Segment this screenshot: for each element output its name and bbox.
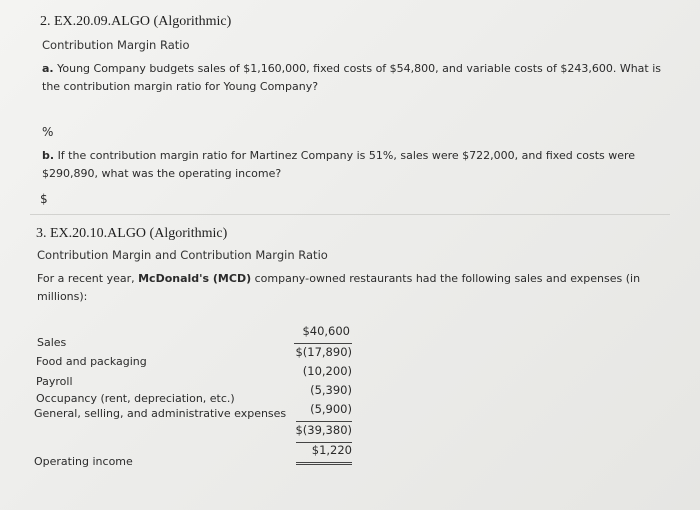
company-name: McDonald's (MCD) [138, 272, 252, 285]
intro-text-end: company-owned restaurants had the following sales and expenses (in millions): [37, 272, 641, 303]
row-sales-value: $40,600 [302, 324, 350, 338]
intro-text-start: For a recent year, [37, 272, 139, 285]
q2-title: 2. EX.20.09.ALGO (Algorithmic) [40, 14, 232, 29]
operating-double-underline [296, 462, 352, 465]
part-a-unit: % [42, 125, 54, 139]
row-general-value: (5,900) [310, 402, 352, 416]
part-a-answer-field[interactable] [58, 122, 178, 140]
divider [30, 214, 670, 215]
part-a-label: a. [42, 62, 54, 75]
row-payroll-label: Payroll [36, 375, 73, 388]
q2-part-a [42, 60, 667, 96]
row-food-label: Food and packaging [36, 355, 147, 368]
row-operating-value: $1,220 [311, 443, 352, 457]
q3-title: 3. EX.20.10.ALGO (Algorithmic) [36, 226, 228, 241]
q3-intro [37, 270, 642, 306]
part-b-label: b. [42, 149, 55, 162]
row-general-label: General, selling, and administrative expenses [34, 407, 287, 420]
expenses-underline [296, 421, 352, 422]
row-operating-label: Operating income [34, 455, 133, 468]
q3-subtitle: Contribution Margin and Contribution Margin Ratio [37, 248, 328, 262]
part-b-text: If the contribution margin ratio for Martinez Company is 51%, sales were $722,000, and fixed costs were $290,890, what was the operating income? [42, 149, 636, 180]
total-expenses-value: $(39,380) [295, 423, 352, 437]
part-b-answer-field[interactable] [54, 190, 174, 208]
q2-part-b [42, 147, 652, 183]
row-sales-label: Sales [37, 336, 67, 349]
part-b-unit: $ [40, 192, 48, 206]
part-a-text: Young Company budgets sales of $1,160,000, fixed costs of $54,800, and variable costs of $243,600. What is the contribution margin ratio for Young Company? [42, 62, 662, 93]
row-food-value: $(17,890) [295, 345, 352, 359]
q2-subtitle: Contribution Margin Ratio [42, 38, 190, 52]
sales-underline [294, 343, 352, 344]
row-occupancy-label: Occupancy (rent, depreciation, etc.) [36, 392, 235, 405]
row-occupancy-value: (5,390) [310, 383, 352, 397]
row-payroll-value: (10,200) [302, 364, 352, 378]
